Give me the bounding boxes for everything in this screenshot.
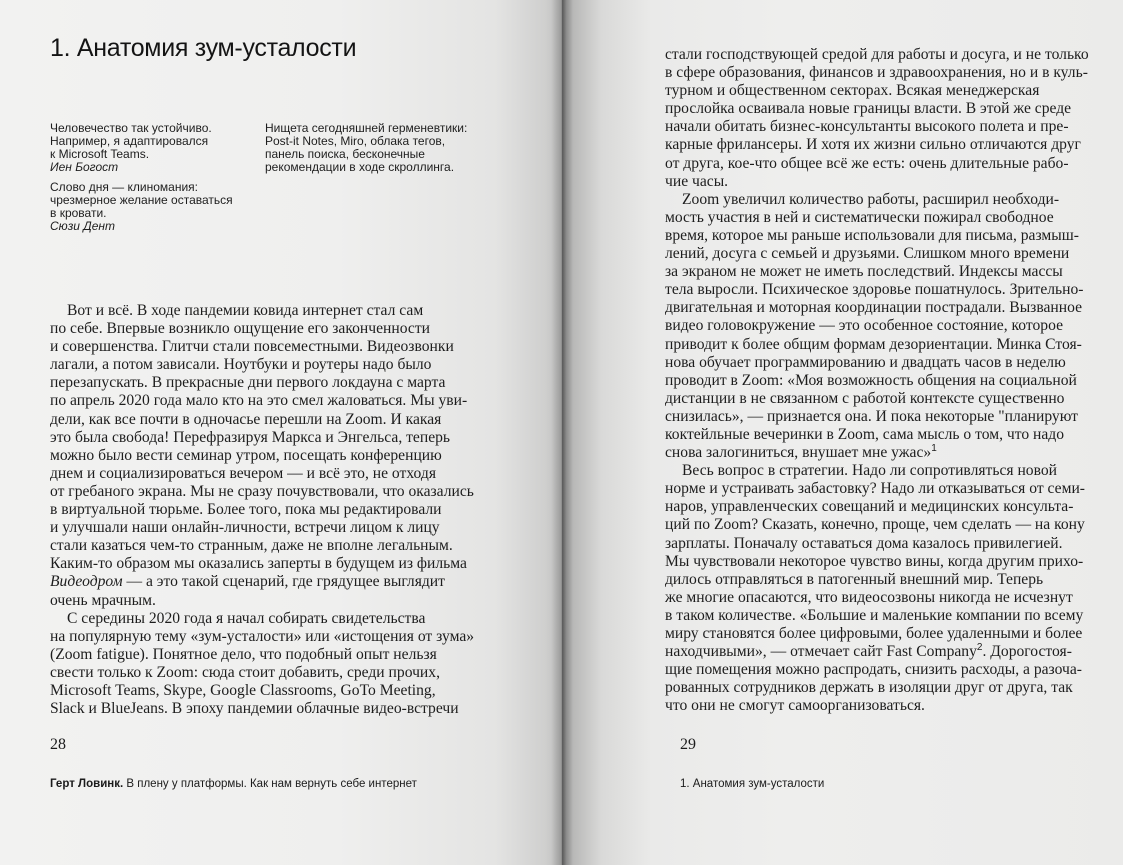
text-line: что они не смогут самоорганизоваться. (665, 697, 925, 715)
text-line: зарплаты. Поначалу оставаться дома казалось привилегией. (665, 534, 1063, 552)
text-line: за экраном не может не иметь последствий. Индексы массы (665, 263, 1063, 281)
text-line: видео головокружение — это особенное состояние, которое (665, 317, 1063, 335)
text-line: по себе. Впервые возникло ощущение его законченности (50, 320, 430, 338)
text-line: свести только к Zoom: сюда стоит добавить, среди прочих, (50, 663, 440, 681)
text-line-with-footnote (665, 444, 1089, 462)
right-page (562, 0, 1123, 865)
text-line: Slack и BlueJeans. В эпоху пандемии облачные видео-встречи (50, 700, 459, 718)
text-line: приводит к более общим формам дезориентации. Минка Стоя- (665, 335, 1082, 353)
page-number-left: 28 (50, 736, 66, 753)
text-line: стали казаться чем-то странным, даже не вполне легальным. (50, 537, 453, 555)
text-line: прослойка осваивала новые границы власти. В этой же среде (665, 100, 1072, 118)
text-line: нова обучает программированию и двадцать часов в неделю (665, 353, 1066, 371)
epigraph-line: к Microsoft Teams. (50, 147, 150, 161)
text-line: рованных сотрудников держать в изоляции друг от друга, так (665, 679, 1073, 697)
text-line: днем и социализироваться вечером — и всё это, не отходя (50, 464, 436, 482)
text-line: лений, досуга с семьей и друзьями. Слишком много времени (665, 245, 1070, 263)
text-line: норме и устраивать забастовку? Надо ли отказываться от семи- (665, 480, 1085, 498)
text-line: наров, управленческих совещаний и медицинских консульта- (665, 498, 1074, 516)
text-line: С середины 2020 года я начал собирать свидетельства (67, 609, 426, 627)
text-line: Мы чувствовали некоторое чувство вины, когда другим прихо- (665, 552, 1084, 570)
running-footer-right: 1. Анатомия зум-усталости (680, 778, 825, 790)
epigraph-line: рекомендации в ходе скроллинга. (265, 160, 455, 174)
text-line: время, которое мы раньше использовали для письма, размыш- (665, 226, 1079, 244)
footer-book-title: В плену у платформы. Как нам вернуть себе интернет (126, 778, 417, 790)
text-line: это была свобода! Перефразируя Маркса и Энгельса, теперь (50, 428, 451, 446)
epigraph-line: Слово дня — клиномания: (50, 180, 198, 194)
text-line: Вот и всё. В ходе пандемии ковида интернет стал сам (67, 302, 424, 319)
text-line: дистанции в не связанном с работой контексте существенно (665, 389, 1065, 407)
page-number-right: 29 (680, 736, 696, 753)
text-line: по апрель 2020 года мало кто на это смел жаловаться. Мы уви- (50, 392, 468, 410)
text-line: и совершенства. Глитчи стали повсеместными. Видеозвонки (50, 338, 454, 356)
text-line: миру становятся более цифровыми, более удаленными и более (665, 625, 1083, 642)
text-line: находчивыми», — отмечает сайт Fast Company (665, 643, 977, 661)
text-line: в виртуальной тюрьме. Более того, пока мы редактировали (50, 501, 442, 519)
text-line: щие помещения можно распродать, снизить расходы, а разоча- (665, 661, 1082, 679)
text-line: же многие опасаются, что видеосозвоны никогда не исчезнут (665, 588, 1073, 606)
epigraph-author: Сюзи Дент (50, 219, 115, 233)
text-line: дилось отправляться в патогенный внешний мир. Теперь (665, 570, 1044, 588)
film-title: Видеодром (50, 573, 123, 591)
text-line: Видеодром — а это такой сценарий, где грядущее выглядит (50, 573, 445, 591)
epigraph-line: панель поиска, бесконечные (265, 147, 425, 161)
epigraph-line: Post-it Notes, Miro, облака тегов, (265, 134, 446, 148)
text-line: лагали, а потом зависали. Ноутбуки и роутеры надо было (50, 356, 432, 374)
right-body-text (665, 46, 1089, 715)
text-line: (Zoom fatigue). Понятное дело, что подобный опыт нельзя (50, 645, 437, 663)
running-footer-left (50, 778, 417, 790)
left-body-text (50, 302, 474, 718)
book-gutter-shadow (551, 0, 573, 865)
text-line: в таком количестве. «Большие и маленькие компании по всему (665, 606, 1084, 624)
epigraph-line: Например, я адаптировался (50, 134, 209, 148)
text-line: чие часы. (665, 172, 729, 190)
text-line: начали обитать бизнес-консультанты высокого полета и пре- (665, 118, 1069, 136)
epigraph-line: чрезмерное желание оставаться (50, 193, 233, 207)
footnote-ref[interactable]: 2 (976, 641, 983, 653)
text-line: от друга, кое-что общее всё же есть: очень длительные рабо- (665, 154, 1069, 172)
text-line-tail: . Дорогостоя- (982, 643, 1072, 661)
text-line: тела выросли. Психическое здоровье пошатнулось. Зрительно- (665, 281, 1084, 299)
epigraph-line: в кровати. (50, 206, 107, 220)
text-line: проводит в Zoom: «Моя возможность общения на социальной (665, 371, 1077, 389)
text-line: от гребаного экрана. Мы не сразу почувствовали, что оказались (50, 482, 474, 500)
epigraph-1 (50, 122, 212, 174)
epigraph-author: Иен Богост (50, 160, 119, 174)
text-line: стали господствующей средой для работы и досуга, и не только (665, 46, 1089, 63)
text-line: на популярную тему «зум-усталости» или «истощения от зума» (50, 627, 475, 645)
footnote-ref[interactable]: 1 (931, 442, 937, 454)
chapter-title: 1. Анатомия зум-усталости (50, 34, 357, 62)
text-line-with-footnote (665, 643, 1089, 661)
epigraph-3 (50, 181, 233, 233)
text-line: карные фрилансеры. И хотя их жизни сильно отличаются друг (665, 136, 1081, 154)
text-line: перезапускать. В прекрасные дни первого локдауна с марта (50, 374, 446, 392)
text-line: двигательная и моторная координации пострадали. Вызванное (665, 299, 1083, 317)
text-line: Microsoft Teams, Skype, Google Classrooms, GoTo Meeting, (50, 681, 436, 699)
text-line: Каким-то образом мы оказались заперты в будущем из фильма (50, 555, 467, 573)
text-line: в сфере образования, финансов и здравоохранения, но и в куль- (665, 64, 1088, 82)
text-line: снизилась», — признается она. И пока некоторые "планируют (665, 407, 1078, 425)
epigraph-2 (265, 122, 467, 174)
text-line: мость участия в ней и систематически пожирал свободное (665, 208, 1054, 226)
text-line: турном и общественном секторах. Всякая менеджерская (665, 82, 1040, 100)
text-line: ций по Zoom? Сказать, конечно, проще, чем сделать — на кону (665, 516, 1085, 534)
text-line: коктейльные вечеринки в Zoom, сама мысль о том, что надо (665, 425, 1065, 443)
text-line: снова залогиниться, внушает мне ужас» (665, 444, 932, 462)
text-line: дели, как все почти в одночасье перешли на Zoom. И какая (50, 410, 442, 428)
text-line: Весь вопрос в стратегии. Надо ли сопротивляться новой (682, 462, 1057, 480)
epigraph-line: Нищета сегодняшней герменевтики: (265, 121, 468, 135)
footer-author: Герт Ловинк. (50, 778, 124, 790)
epigraph-line: Человечество так устойчиво. (50, 121, 212, 135)
text-line: можно было вести семинар утром, посещать конференцию (50, 446, 442, 464)
text-line: и улучшали наши онлайн-личности, встречи лицом к лицу (50, 519, 440, 537)
text-line: Zoom увеличил количество работы, расширил необходи- (682, 190, 1060, 208)
text-line: очень мрачным. (50, 591, 156, 609)
